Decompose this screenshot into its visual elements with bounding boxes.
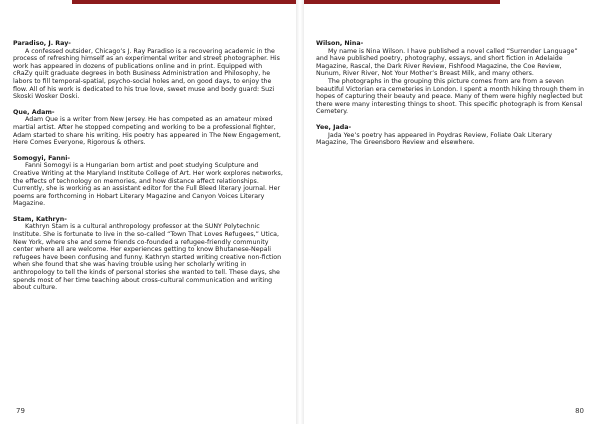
bio-paragraph: Adam Que is a writer from New Jersey. He has competed as an amateur mixed martial artist. After he stopped competing and working to be a professional fighter, Adam started to share his writing. His poetry has appeared in The New Engagement, Here Comes Everyone, Rigorous & others.	[13, 116, 281, 147]
contributor-name: Wilson, Nina-	[316, 40, 364, 47]
bio-entry-que	[13, 109, 283, 147]
bio-entry-yee	[316, 124, 586, 147]
bio-entry-paradiso	[13, 40, 283, 101]
bio-paragraph: Fanni Somogyi is a Hungarian born artist and poet studying Sculpture and Creative Writing at the Maryland Institute College of Art. Her work explores networks, the effects of technology on memories, and how distance affect relationships. Currently, she is working as an assistant editor for the Full Bleed literary journal. Her poems are forthcoming in Hobart Literary Magazine and Canyon Voices Literary Magazine.	[13, 162, 283, 208]
contributor-name: Paradiso, J. Ray-	[13, 40, 71, 47]
bio-paragraph: My name is Nina Wilson. I have published a novel called “Surrender Language” and have published poetry, photography, essays, and short fiction in Adelaide Magazine, Rascal, the Dark River Review, Fishfood Magazine, the Coe Review, Nunum, River River, Not Your Mother’s Breast Milk, and many others.	[316, 47, 578, 78]
right-page	[304, 0, 600, 424]
page-number: 80	[575, 407, 584, 415]
bio-column	[13, 40, 283, 300]
bio-column	[316, 40, 586, 155]
bio-paragraph: The photographs in the grouping this picture comes from are from a seven beautiful Victorian era cemeteries in London. I spent a month hiking through them in hopes of capturing their beauty and peace. Many of them were highly neglected but there were many interesting things to shoot. This specific photograph is from Kensal Cemetery.	[316, 77, 584, 116]
contributor-name: Stam, Kathryn-	[13, 215, 67, 223]
bio-entry-somogyi	[13, 155, 283, 208]
bio-paragraph: Kathryn Stam is a cultural anthropology professor at the SUNY Polytechnic Institute. She is fortunate to live in the so-called “Town That Loves Refugees,” Utica, New York, where she and some friends co-founded a refugee-friendly community center where all are welcome. Her experiences getting to know Bhutanese-Nepali refugees have been confusing and funny. Kathryn started writing creative non-fiction when she found that she was having trouble using her scholarly writing in anthropology to tell the kinds of personal stories she wanted to tell. These days, she spends most of her time teaching about cross-cultural communication and writing about culture.	[13, 223, 282, 292]
top-accent-bar	[304, 0, 500, 4]
page-number: 79	[16, 407, 25, 415]
top-accent-bar	[72, 0, 296, 4]
contributor-name: Yee, Jada-	[316, 123, 352, 131]
bio-entry-stam	[13, 216, 283, 292]
contributor-name: Que, Adam-	[13, 108, 55, 116]
bio-paragraph: Jada Yee’s poetry has appeared in Poydras Review, Foliate Oak Literary Magazine, The Greensboro Review and elsewhere.	[316, 131, 553, 147]
contributor-name: Somogyi, Fanni-	[13, 154, 71, 162]
left-page	[0, 0, 296, 424]
book-gutter	[296, 0, 304, 424]
bio-entry-wilson	[316, 40, 586, 116]
bio-paragraph: A confessed outsider, Chicago’s J. Ray Paradiso is a recovering academic in the process of refreshing himself as an experimental writer and street photographer. His work has appeared in dozens of publications online and in print. Equipped with cRaZy quilt graduate degrees in both Business Administration and Philosophy, he labors to fill temporal-spatial, psycho-social holes and, on good days, to enjoy the flow. All of his work is dedicated to his true love, sweet muse and body guard: Suzi Skoski Wosker Doski.	[13, 47, 280, 101]
